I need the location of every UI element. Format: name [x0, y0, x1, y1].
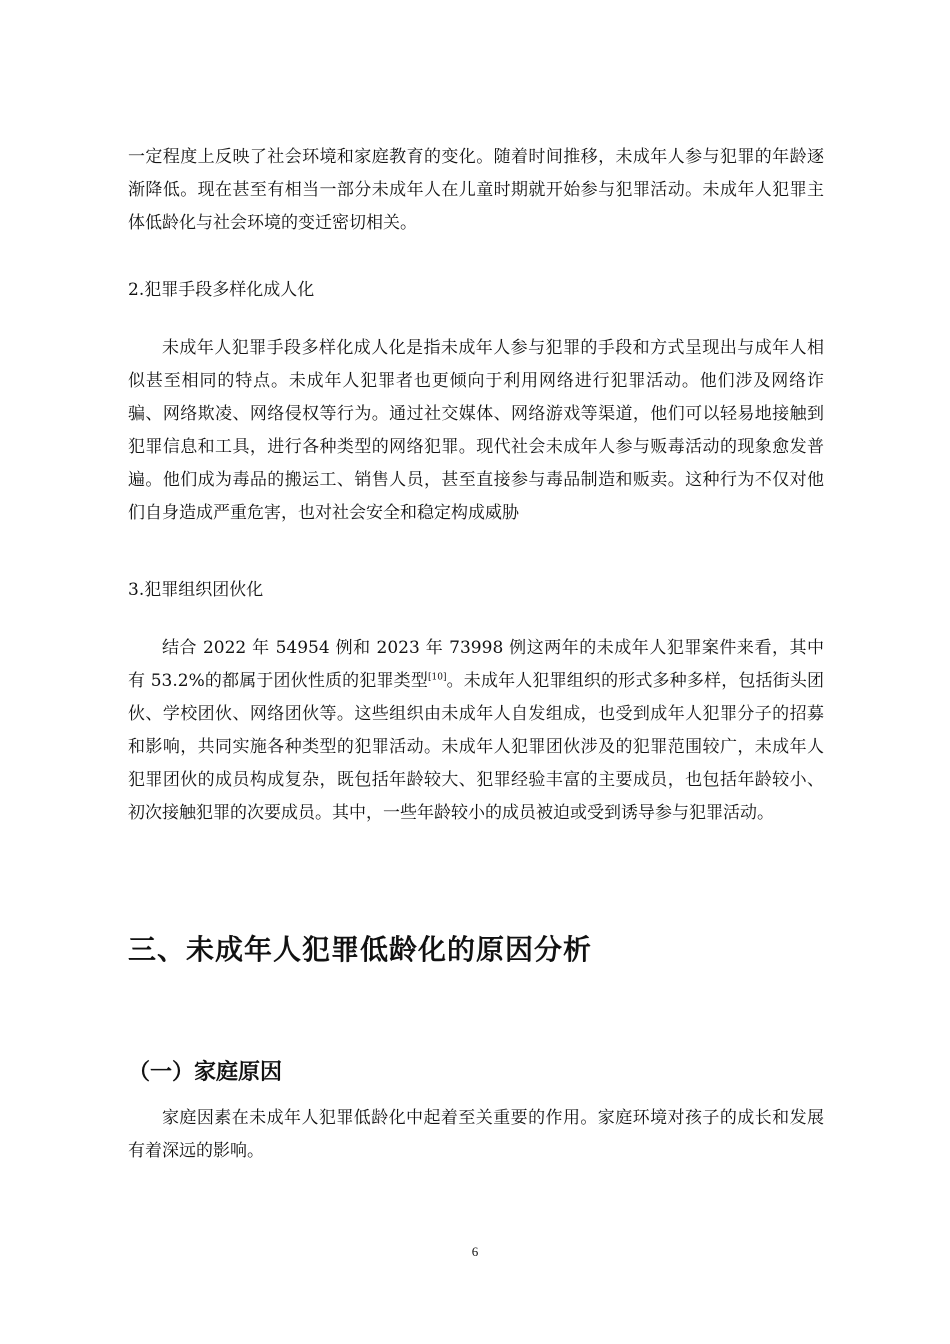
page-number: 6: [471, 1244, 479, 1259]
subsection-title: （一）家庭原因: [128, 1060, 283, 1085]
paragraph-gang-crime: [128, 632, 824, 830]
paragraph-criminal-means: 未成年人犯罪手段多样化成人化是指未成年人参与犯罪的手段和方式呈现出与成年人相似甚至相同的特点。未成年人犯罪者也更倾向于利用网络进行犯罪活动。他们涉及网络诈骗、网络欺凌、网络侵权等行为。通过社交媒体、网络游戏等渠道，他们可以轻易地接触到犯罪信息和工具，进行各种类型的网络犯罪。现代社会未成年人参与贩毒活动的现象愈发普遍。他们成为毒品的搬运工、销售人员，甚至直接参与毒品制造和贩卖。这种行为不仅对他们自身造成严重危害，也对社会安全和稳定构成威胁: [128, 338, 824, 523]
paragraph-family-causes: 家庭因素在未成年人犯罪低龄化中起着至关重要的作用。家庭环境对孩子的成长和发展有着深远的影响。: [128, 1108, 824, 1161]
paragraph-continued: 一定程度上反映了社会环境和家庭教育的变化。随着时间推移，未成年人参与犯罪的年龄逐渐降低。现在甚至有相当一部分未成年人在儿童时期就开始参与犯罪活动。未成年人犯罪主体低龄化与社会环境的变迁密切相关。: [128, 147, 824, 233]
paragraph-gang-crime-part1: 结合 2022 年 54954 例和 2023 年 73998 例这两年的未成年人犯罪案件来看，其中有 53.2%的都属于团伙性质的犯罪类型: [128, 638, 824, 691]
citation-marker: [10]: [427, 672, 447, 683]
heading-gang-crime: 3.犯罪组织团伙化: [128, 580, 264, 600]
section-title: 三、未成年人犯罪低龄化的原因分析: [128, 933, 593, 966]
paragraph-gang-crime-part2: 。未成年人犯罪组织的形式多种多样，包括街头团伙、学校团伙、网络团伙等。这些组织由未成年人自发组成，也受到成年人犯罪分子的招募和影响，共同实施各种类型的犯罪活动。未成年人犯罪团伙涉及的犯罪范围较广，未成年人犯罪团伙的成员构成复杂，既包括年龄较大、犯罪经验丰富的主要成员，也包括年龄较小、初次接触犯罪的次要成员。其中，一些年龄较小的成员被迫或受到诱导参与犯罪活动。: [128, 671, 824, 823]
heading-criminal-means: 2.犯罪手段多样化成人化: [128, 280, 315, 300]
